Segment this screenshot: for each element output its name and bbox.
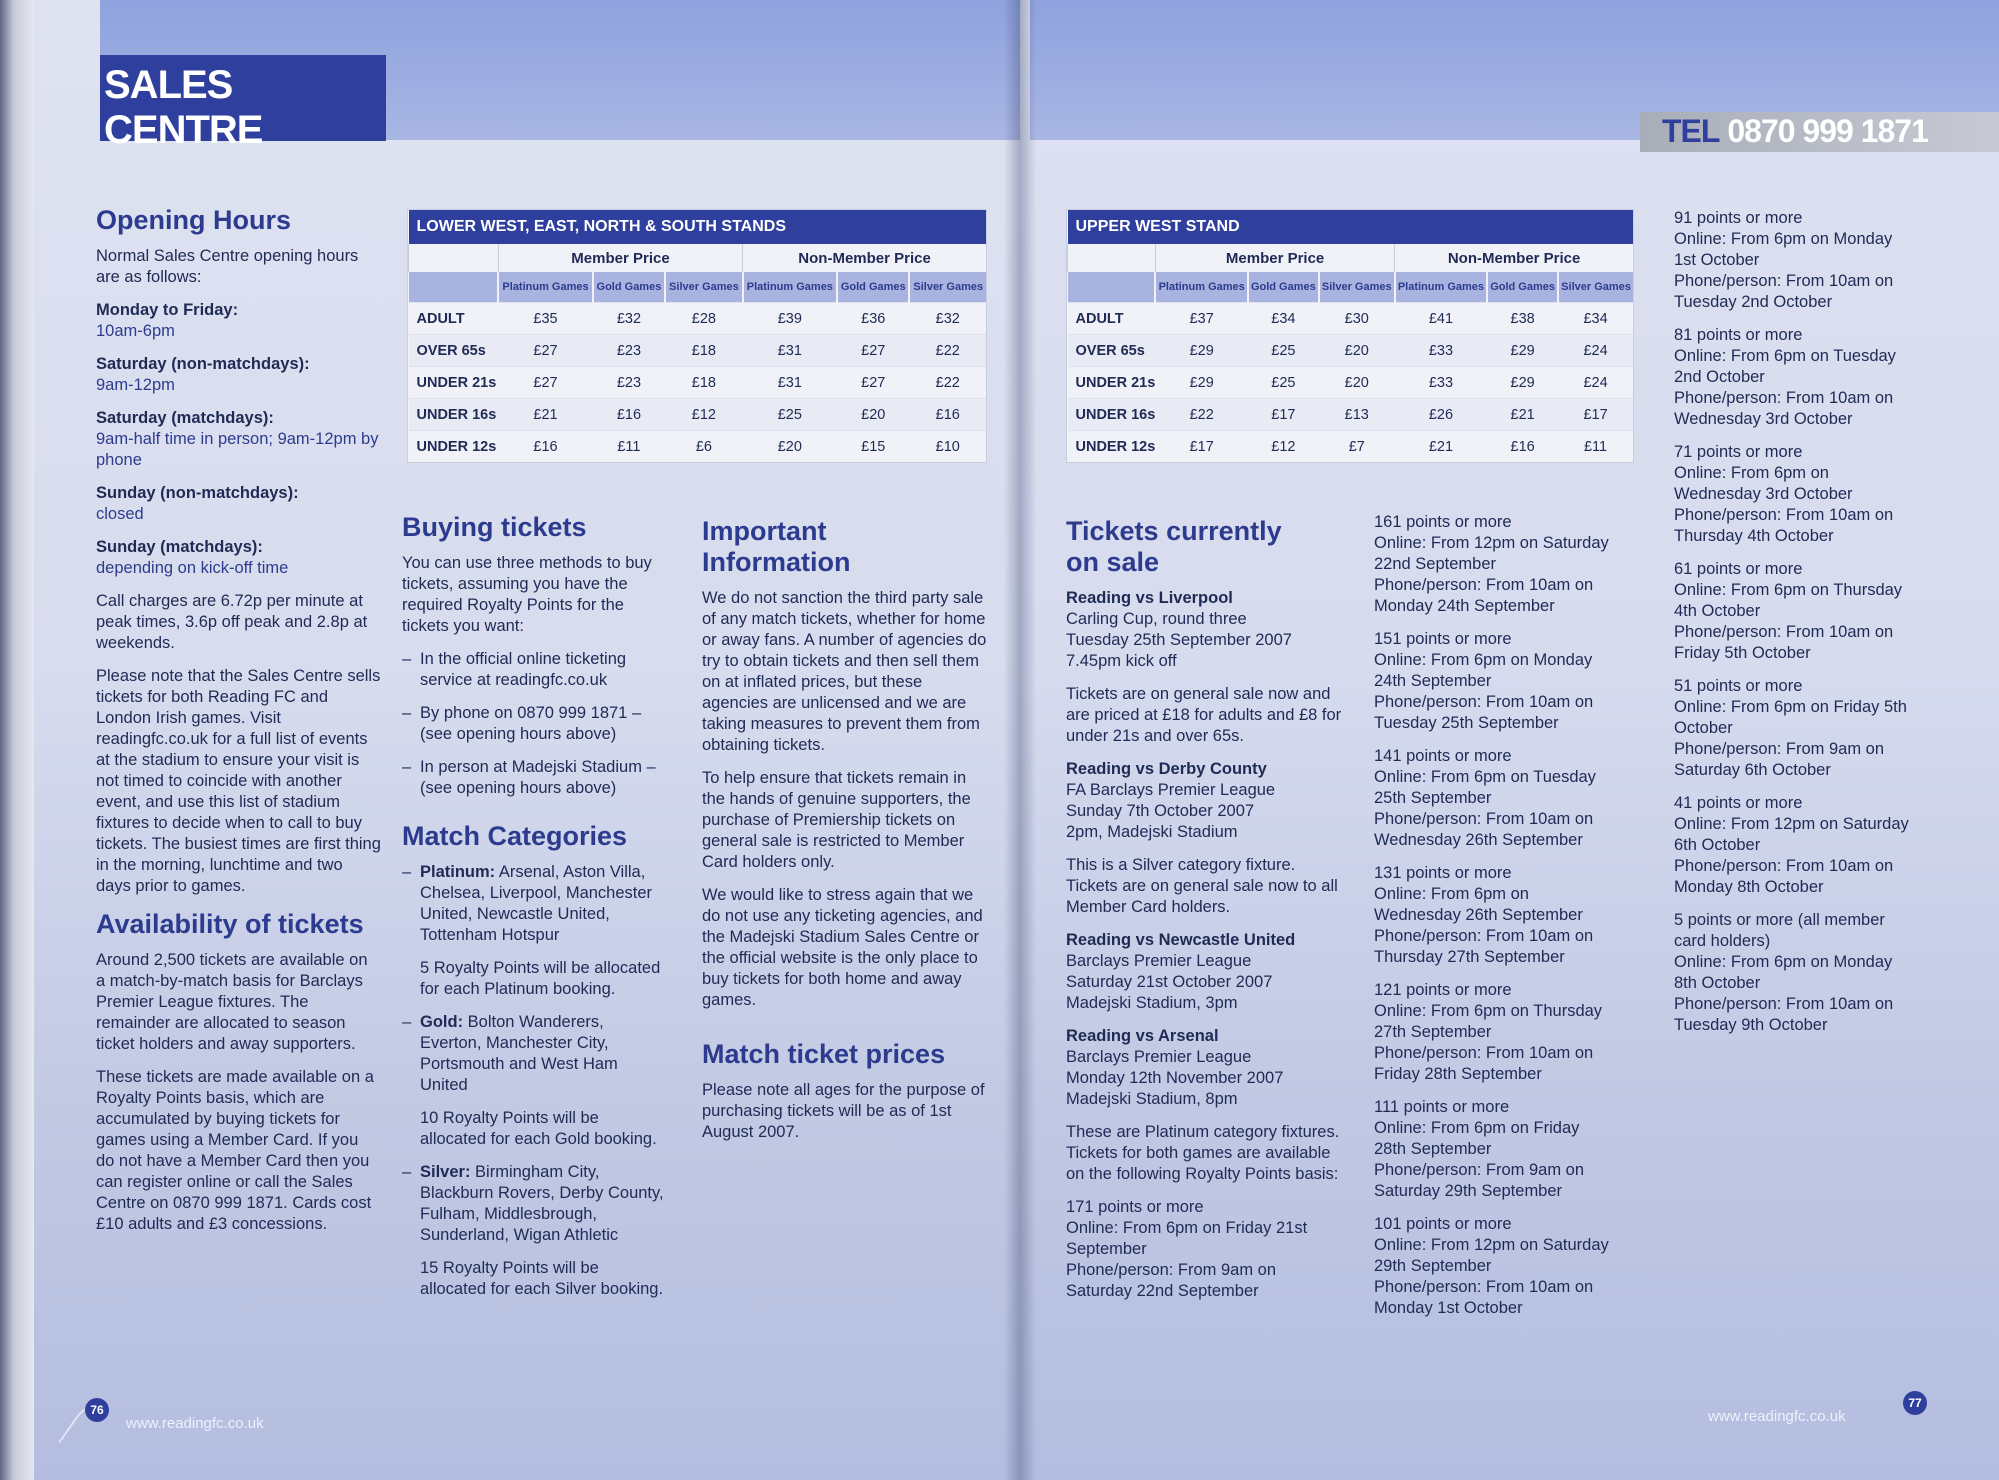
schedule-entry bbox=[1374, 1214, 1614, 1319]
sub-header-blank bbox=[1068, 272, 1156, 303]
price-cell: £33 bbox=[1395, 335, 1487, 367]
price-cell: £32 bbox=[909, 303, 986, 335]
schedule-entry bbox=[1374, 980, 1614, 1085]
important-heading bbox=[702, 516, 987, 578]
opening-hours-entry bbox=[96, 300, 381, 342]
fixture-detail: Saturday 21st October 2007 bbox=[1066, 973, 1273, 991]
age-group-label: UNDER 16s bbox=[1068, 399, 1156, 431]
price-cell: £12 bbox=[665, 399, 743, 431]
schedule-phone: Phone/person: From 10am on Tuesday 9th October bbox=[1674, 995, 1894, 1034]
opening-time: depending on kick-off time bbox=[96, 559, 289, 577]
opening-time: 9am-12pm bbox=[96, 376, 175, 394]
right-page-number: 77 bbox=[1903, 1391, 1927, 1415]
schedule-online: Online: From 6pm on Friday 28th September bbox=[1374, 1119, 1580, 1158]
category-name: Gold: bbox=[420, 1013, 464, 1031]
table-row bbox=[409, 367, 987, 399]
price-cell: £10 bbox=[909, 431, 986, 463]
member-price-header: Member Price bbox=[1155, 244, 1394, 272]
price-cell: £12 bbox=[1248, 431, 1319, 463]
schedule-phone: Phone/person: From 10am on Wednesday 26th September bbox=[1374, 810, 1594, 849]
opening-hours-entry bbox=[96, 537, 381, 579]
fixture bbox=[1066, 1026, 1346, 1110]
table-row bbox=[409, 335, 987, 367]
table-row bbox=[1068, 431, 1634, 463]
price-cell: £31 bbox=[743, 335, 837, 367]
tel-label: TEL bbox=[1662, 113, 1720, 149]
opening-day: Monday to Friday: bbox=[96, 301, 239, 319]
table-corner bbox=[409, 244, 499, 272]
buying-intro: You can use three methods to buy tickets, assuming you have the required Royalty Points for the tickets you want: bbox=[402, 554, 652, 635]
schedule-online: Online: From 6pm on Tuesday 2nd October bbox=[1674, 347, 1896, 386]
price-cell: £16 bbox=[498, 431, 592, 463]
page-edge bbox=[0, 0, 34, 1480]
price-cell: £22 bbox=[909, 367, 986, 399]
fixture-detail: Carling Cup, round three bbox=[1066, 610, 1247, 628]
price-cell: £16 bbox=[1487, 431, 1558, 463]
price-cell: £27 bbox=[498, 367, 592, 399]
schedule-online: Online: From 6pm on Friday 21st September bbox=[1066, 1219, 1308, 1258]
upper-west-price-table bbox=[1067, 210, 1633, 462]
important-paragraph-3: We would like to stress again that we do not use any ticketing agencies, and the Madejski Stadium Sales Centre or the official website is the only place to buy tickets for both home and away games. bbox=[702, 886, 983, 1009]
schedule-online: Online: From 6pm on Thursday 4th October bbox=[1674, 581, 1903, 620]
buying-method: – In person at Madejski Stadium – (see opening hours above) bbox=[402, 757, 667, 799]
table-row bbox=[409, 399, 987, 431]
price-cell: £27 bbox=[837, 367, 909, 399]
category-points: 5 Royalty Points will be allocated for each Platinum booking. bbox=[420, 959, 661, 998]
schedule-phone: Phone/person: From 9am on Saturday 6th October bbox=[1674, 740, 1885, 779]
schedule-entry bbox=[1066, 1197, 1346, 1302]
opening-hours-entry bbox=[96, 408, 381, 471]
price-cell: £29 bbox=[1487, 367, 1558, 399]
category-sub-header: Platinum Games bbox=[743, 272, 837, 303]
fixture-note: These are Platinum category fixtures. Tickets for both games are available on the following Royalty Points basis: bbox=[1066, 1123, 1340, 1183]
category-sub-header: Platinum Games bbox=[1395, 272, 1487, 303]
schedule-points: 121 points or more bbox=[1374, 981, 1512, 999]
important-paragraph-2: To help ensure that tickets remain in the hands of genuine supporters, the purchase of Premiership tickets on general sale is restricted to Member Card holders only. bbox=[702, 769, 971, 871]
table-corner bbox=[1068, 244, 1156, 272]
schedule-phone: Phone/person: From 10am on Thursday 4th October bbox=[1674, 506, 1894, 545]
price-cell: £24 bbox=[1558, 335, 1633, 367]
price-cell: £35 bbox=[498, 303, 592, 335]
fixture-note: This is a Silver category fixture. Tickets are on general sale now to all Member Card holders. bbox=[1066, 856, 1338, 916]
schedule-phone: Phone/person: From 10am on Monday 24th September bbox=[1374, 576, 1594, 615]
fixture bbox=[1066, 759, 1346, 843]
schedule-points: 71 points or more bbox=[1674, 443, 1803, 461]
fixture-name: Reading vs Derby County bbox=[1066, 760, 1267, 778]
category-sub-header: Silver Games bbox=[665, 272, 743, 303]
price-cell: £25 bbox=[743, 399, 837, 431]
opening-hours-list bbox=[96, 300, 381, 579]
price-cell: £36 bbox=[837, 303, 909, 335]
important-paragraph-1: We do not sanction the third party sale of any match tickets, whether for home or away fans. A number of agencies do try to obtain tickets and then sell them on at inflated prices, but these agencies are unlicensed and we are taking measures to prevent them from obtaining tickets. bbox=[702, 589, 987, 754]
price-cell: £26 bbox=[1395, 399, 1487, 431]
opening-day: Sunday (matchdays): bbox=[96, 538, 263, 556]
schedule-points: 51 points or more bbox=[1674, 677, 1803, 695]
schedule-entry bbox=[1674, 559, 1914, 664]
category-sub-header: Platinum Games bbox=[1155, 272, 1247, 303]
price-cell: £23 bbox=[593, 335, 665, 367]
opening-hours-entry bbox=[96, 354, 381, 396]
price-cell: £11 bbox=[1558, 431, 1633, 463]
table-caption: UPPER WEST STAND bbox=[1068, 210, 1634, 244]
schedule-points: 5 points or more (all member card holders) bbox=[1674, 911, 1885, 950]
price-cell: £18 bbox=[665, 335, 743, 367]
price-cell: £21 bbox=[1395, 431, 1487, 463]
fixture-detail: 2pm, Madejski Stadium bbox=[1066, 823, 1238, 841]
category-item bbox=[402, 862, 667, 946]
price-cell: £37 bbox=[1155, 303, 1247, 335]
schedule-points: 151 points or more bbox=[1374, 630, 1512, 648]
buying-method: – In the official online ticketing service at readingfc.co.uk bbox=[402, 649, 667, 691]
price-cell: £27 bbox=[498, 335, 592, 367]
price-cell: £20 bbox=[1319, 335, 1395, 367]
fixtures-list bbox=[1066, 588, 1346, 1185]
schedule-entry bbox=[1374, 512, 1614, 617]
telephone-box bbox=[1640, 112, 1999, 152]
category-teams: Birmingham City, Blackburn Rovers, Derby County, Fulham, Middlesbrough, Sunderland, Wigan Athletic bbox=[420, 1163, 664, 1244]
schedule-phone: Phone/person: From 10am on Tuesday 2nd October bbox=[1674, 272, 1894, 311]
price-cell: £32 bbox=[593, 303, 665, 335]
schedule-phone: Phone/person: From 10am on Friday 5th October bbox=[1674, 623, 1894, 662]
fixture-detail: Madejski Stadium, 3pm bbox=[1066, 994, 1238, 1012]
fixture-detail: Barclays Premier League bbox=[1066, 1048, 1252, 1066]
category-sub-header: Gold Games bbox=[593, 272, 665, 303]
category-sub-header: Silver Games bbox=[909, 272, 986, 303]
categories-list bbox=[402, 862, 667, 1300]
schedule-entry bbox=[1674, 676, 1914, 781]
age-group-label: UNDER 16s bbox=[409, 399, 499, 431]
category-sub-header: Gold Games bbox=[837, 272, 909, 303]
price-cell: £15 bbox=[837, 431, 909, 463]
table-row bbox=[1068, 367, 1634, 399]
opening-day: Saturday (non-matchdays): bbox=[96, 355, 310, 373]
on-sale-heading-line2: on sale bbox=[1066, 547, 1160, 577]
price-cell: £34 bbox=[1248, 303, 1319, 335]
schedule-points: 41 points or more bbox=[1674, 794, 1803, 812]
age-group-label: OVER 65s bbox=[1068, 335, 1156, 367]
price-cell: £29 bbox=[1155, 367, 1247, 399]
dash-mark: – bbox=[402, 863, 412, 881]
price-cell: £31 bbox=[743, 367, 837, 399]
on-sale-heading bbox=[1066, 516, 1346, 578]
price-cell: £6 bbox=[665, 431, 743, 463]
schedule-entry bbox=[1374, 863, 1614, 968]
opening-hours-heading: Opening Hours bbox=[96, 205, 291, 235]
fixture bbox=[1066, 588, 1346, 672]
schedule-online: Online: From 12pm on Saturday 6th October bbox=[1674, 815, 1909, 854]
price-cell: £17 bbox=[1248, 399, 1319, 431]
price-cell: £23 bbox=[593, 367, 665, 399]
schedule-online: Online: From 12pm on Saturday 29th September bbox=[1374, 1236, 1609, 1275]
fixture-detail: Monday 12th November 2007 bbox=[1066, 1069, 1284, 1087]
left-page-number: 76 bbox=[85, 1398, 109, 1422]
schedule-points: 81 points or more bbox=[1674, 326, 1803, 344]
schedule-online: Online: From 6pm on Monday 8th October bbox=[1674, 953, 1893, 992]
opening-hours-entry bbox=[96, 483, 381, 525]
schedule-phone: Phone/person: From 10am on Monday 1st October bbox=[1374, 1278, 1594, 1317]
availability-paragraph-2: These tickets are made available on a Royalty Points basis, which are accumulated by buying tickets for games using a Member Card. If you do not have a Member Card then you can register online or call the Sales Centre on 0870 999 1871. Cards cost £10 adults and £3 concessions. bbox=[96, 1068, 374, 1233]
schedule-entry bbox=[1674, 442, 1914, 547]
category-points: 15 Royalty Points will be allocated for each Silver booking. bbox=[420, 1259, 664, 1298]
schedule-online: Online: From 6pm on Wednesday 3rd October bbox=[1674, 464, 1853, 503]
price-cell: £20 bbox=[837, 399, 909, 431]
age-group-label: OVER 65s bbox=[409, 335, 499, 367]
price-cell: £34 bbox=[1558, 303, 1633, 335]
important-column bbox=[702, 516, 987, 1155]
table-row bbox=[1068, 399, 1634, 431]
schedule-online: Online: From 6pm on Wednesday 26th September bbox=[1374, 885, 1583, 924]
price-cell: £29 bbox=[1487, 335, 1558, 367]
price-cell: £21 bbox=[498, 399, 592, 431]
price-cell: £11 bbox=[593, 431, 665, 463]
price-cell: £38 bbox=[1487, 303, 1558, 335]
table-row bbox=[1068, 335, 1634, 367]
age-group-label: ADULT bbox=[1068, 303, 1156, 335]
price-cell: £39 bbox=[743, 303, 837, 335]
schedule-points: 61 points or more bbox=[1674, 560, 1803, 578]
price-cell: £30 bbox=[1319, 303, 1395, 335]
fixture-detail: Tuesday 25th September 2007 bbox=[1066, 631, 1292, 649]
category-sub-header: Gold Games bbox=[1248, 272, 1319, 303]
table-row bbox=[409, 431, 987, 463]
schedule-online: Online: From 6pm on Monday 24th September bbox=[1374, 651, 1593, 690]
opening-time: closed bbox=[96, 505, 144, 523]
section-title-box bbox=[100, 55, 386, 152]
sales-centre-note: Please note that the Sales Centre sells tickets for both Reading FC and London Irish games. Visit readingfc.co.uk for a full list of events at the stadium to ensure your visit is not timed to coincide with another event, and use this list of stadium fixtures to decide when to call to buy tickets. The busiest times are first thing in the morning, lunchtime and two days prior to games. bbox=[96, 667, 381, 895]
right-footer-url: www.readingfc.co.uk bbox=[1708, 1408, 1846, 1425]
price-cell: £22 bbox=[1155, 399, 1247, 431]
availability-heading: Availability of tickets bbox=[96, 909, 364, 939]
opening-day: Saturday (matchdays): bbox=[96, 409, 274, 427]
category-sub-header: Platinum Games bbox=[498, 272, 592, 303]
schedule-entry bbox=[1674, 793, 1914, 898]
buying-column bbox=[402, 512, 667, 1312]
match-prices-heading: Match ticket prices bbox=[702, 1039, 946, 1069]
price-cell: £27 bbox=[837, 335, 909, 367]
buying-methods-list bbox=[402, 649, 667, 799]
schedule-phone: Phone/person: From 10am on Wednesday 3rd October bbox=[1674, 389, 1894, 428]
price-cell: £41 bbox=[1395, 303, 1487, 335]
on-sale-heading-line1: Tickets currently bbox=[1066, 516, 1282, 546]
opening-day: Sunday (non-matchdays): bbox=[96, 484, 299, 502]
schedule-entry bbox=[1674, 910, 1914, 1036]
table-row bbox=[409, 303, 987, 335]
schedule-online: Online: From 12pm on Saturday 22nd September bbox=[1374, 534, 1609, 573]
fixture-detail: Sunday 7th October 2007 bbox=[1066, 802, 1255, 820]
telephone-text bbox=[1662, 113, 1928, 150]
fixture-name: Reading vs Arsenal bbox=[1066, 1027, 1219, 1045]
price-cell: £25 bbox=[1248, 367, 1319, 399]
fixture-name: Reading vs Newcastle United bbox=[1066, 931, 1296, 949]
categories-heading: Match Categories bbox=[402, 821, 628, 851]
buying-method: – By phone on 0870 999 1871 – (see opening hours above) bbox=[402, 703, 667, 745]
section-title: SALES CENTRE bbox=[104, 63, 263, 152]
schedule-phone: Phone/person: From 10am on Monday 8th October bbox=[1674, 857, 1894, 896]
left-footer-url: www.readingfc.co.uk bbox=[126, 1415, 264, 1432]
table-caption: LOWER WEST, EAST, NORTH & SOUTH STANDS bbox=[409, 210, 987, 244]
schedule-points: 161 points or more bbox=[1374, 513, 1512, 531]
fixture-detail: Barclays Premier League bbox=[1066, 952, 1252, 970]
important-heading-line1: Important bbox=[702, 516, 827, 546]
opening-time: 10am-6pm bbox=[96, 322, 175, 340]
important-heading-line2: Information bbox=[702, 547, 851, 577]
schedule-entry bbox=[1374, 1097, 1614, 1202]
buying-heading: Buying tickets bbox=[402, 512, 587, 542]
dash-mark: – bbox=[402, 1013, 412, 1031]
schedule-points: 101 points or more bbox=[1374, 1215, 1512, 1233]
fixture-name: Reading vs Liverpool bbox=[1066, 589, 1233, 607]
schedule-points: 111 points or more bbox=[1374, 1098, 1510, 1116]
price-cell: £25 bbox=[1248, 335, 1319, 367]
opening-hours-column bbox=[96, 205, 381, 1247]
price-cell: £28 bbox=[665, 303, 743, 335]
non-member-price-header: Non-Member Price bbox=[743, 244, 986, 272]
price-cell: £33 bbox=[1395, 367, 1487, 399]
category-teams: Arsenal, Aston Villa, Chelsea, Liverpool, Manchester United, Newcastle United, Tottenham Hotspur bbox=[420, 863, 653, 944]
fixture-detail: Madejski Stadium, 8pm bbox=[1066, 1090, 1238, 1108]
schedule-points: 171 points or more bbox=[1066, 1198, 1204, 1216]
match-prices-text: Please note all ages for the purpose of purchasing tickets will be as of 1st August 2007. bbox=[702, 1081, 985, 1141]
lower-stands-price-table bbox=[408, 210, 986, 462]
sub-header-blank bbox=[409, 272, 499, 303]
schedule-points: 141 points or more bbox=[1374, 747, 1512, 765]
schedule-entry bbox=[1674, 325, 1914, 430]
price-cell: £17 bbox=[1155, 431, 1247, 463]
price-cell: £24 bbox=[1558, 367, 1633, 399]
price-cell: £29 bbox=[1155, 335, 1247, 367]
schedule-points: 131 points or more bbox=[1374, 864, 1512, 882]
schedule-entry bbox=[1374, 746, 1614, 851]
opening-hours-intro: Normal Sales Centre opening hours are as follows: bbox=[96, 247, 359, 286]
member-price-header: Member Price bbox=[498, 244, 742, 272]
category-sub-header: Gold Games bbox=[1487, 272, 1558, 303]
price-cell: £21 bbox=[1487, 399, 1558, 431]
age-group-label: UNDER 21s bbox=[1068, 367, 1156, 399]
table-row bbox=[1068, 303, 1634, 335]
on-sale-column bbox=[1066, 516, 1346, 1314]
schedule-phone: Phone/person: From 10am on Thursday 27th September bbox=[1374, 927, 1594, 966]
price-cell: £16 bbox=[909, 399, 986, 431]
price-cell: £18 bbox=[665, 367, 743, 399]
opening-time: 9am-half time in person; 9am-12pm by phone bbox=[96, 430, 379, 469]
call-charges: Call charges are 6.72p per minute at peak times, 3.6p off peak and 2.8p at weekends. bbox=[96, 592, 368, 652]
fixture-detail: 7.45pm kick off bbox=[1066, 652, 1177, 670]
schedule-right-column bbox=[1674, 208, 1914, 1048]
age-group-label: UNDER 12s bbox=[1068, 431, 1156, 463]
age-group-label: UNDER 12s bbox=[409, 431, 499, 463]
schedule-phone: Phone/person: From 10am on Friday 28th September bbox=[1374, 1044, 1594, 1083]
fixture bbox=[1066, 930, 1346, 1014]
schedule-phone: Phone/person: From 9am on Saturday 22nd September bbox=[1066, 1261, 1277, 1300]
spine-gutter bbox=[1004, 0, 1036, 1480]
schedule-online: Online: From 6pm on Monday 1st October bbox=[1674, 230, 1893, 269]
schedule-entry bbox=[1374, 629, 1614, 734]
schedule-online: Online: From 6pm on Thursday 27th September bbox=[1374, 1002, 1603, 1041]
category-item bbox=[402, 1012, 667, 1096]
fixture-detail: FA Barclays Premier League bbox=[1066, 781, 1276, 799]
schedule-points: 91 points or more bbox=[1674, 209, 1803, 227]
price-cell: £7 bbox=[1319, 431, 1395, 463]
category-sub-header: Silver Games bbox=[1319, 272, 1395, 303]
price-cell: £17 bbox=[1558, 399, 1633, 431]
age-group-label: ADULT bbox=[409, 303, 499, 335]
non-member-price-header: Non-Member Price bbox=[1395, 244, 1633, 272]
price-cell: £20 bbox=[743, 431, 837, 463]
schedule-middle-column bbox=[1374, 512, 1614, 1331]
availability-paragraph-1: Around 2,500 tickets are available on a match-by-match basis for Barclays Premier League fixtures. The remainder are allocated to season ticket holders and away supporters. bbox=[96, 951, 368, 1053]
tel-number: 0870 999 1871 bbox=[1727, 113, 1928, 149]
category-sub-header: Silver Games bbox=[1558, 272, 1633, 303]
category-points: 10 Royalty Points will be allocated for each Gold booking. bbox=[420, 1109, 657, 1148]
price-cell: £20 bbox=[1319, 367, 1395, 399]
schedule-entry bbox=[1674, 208, 1914, 313]
price-cell: £22 bbox=[909, 335, 986, 367]
category-item bbox=[402, 1162, 667, 1246]
schedule-phone: Phone/person: From 10am on Tuesday 25th September bbox=[1374, 693, 1594, 732]
schedule-phone: Phone/person: From 9am on Saturday 29th September bbox=[1374, 1161, 1585, 1200]
schedule-online: Online: From 6pm on Tuesday 25th September bbox=[1374, 768, 1596, 807]
price-cell: £16 bbox=[593, 399, 665, 431]
schedule-online: Online: From 6pm on Friday 5th October bbox=[1674, 698, 1907, 737]
dash-mark: – bbox=[402, 1163, 412, 1181]
price-cell: £13 bbox=[1319, 399, 1395, 431]
age-group-label: UNDER 21s bbox=[409, 367, 499, 399]
category-teams: Bolton Wanderers, Everton, Manchester City, Portsmouth and West Ham United bbox=[420, 1013, 618, 1094]
fixture-note: Tickets are on general sale now and are priced at £18 for adults and £8 for under 21s and over 65s. bbox=[1066, 685, 1342, 745]
category-name: Platinum: bbox=[420, 863, 496, 881]
category-name: Silver: bbox=[420, 1163, 471, 1181]
